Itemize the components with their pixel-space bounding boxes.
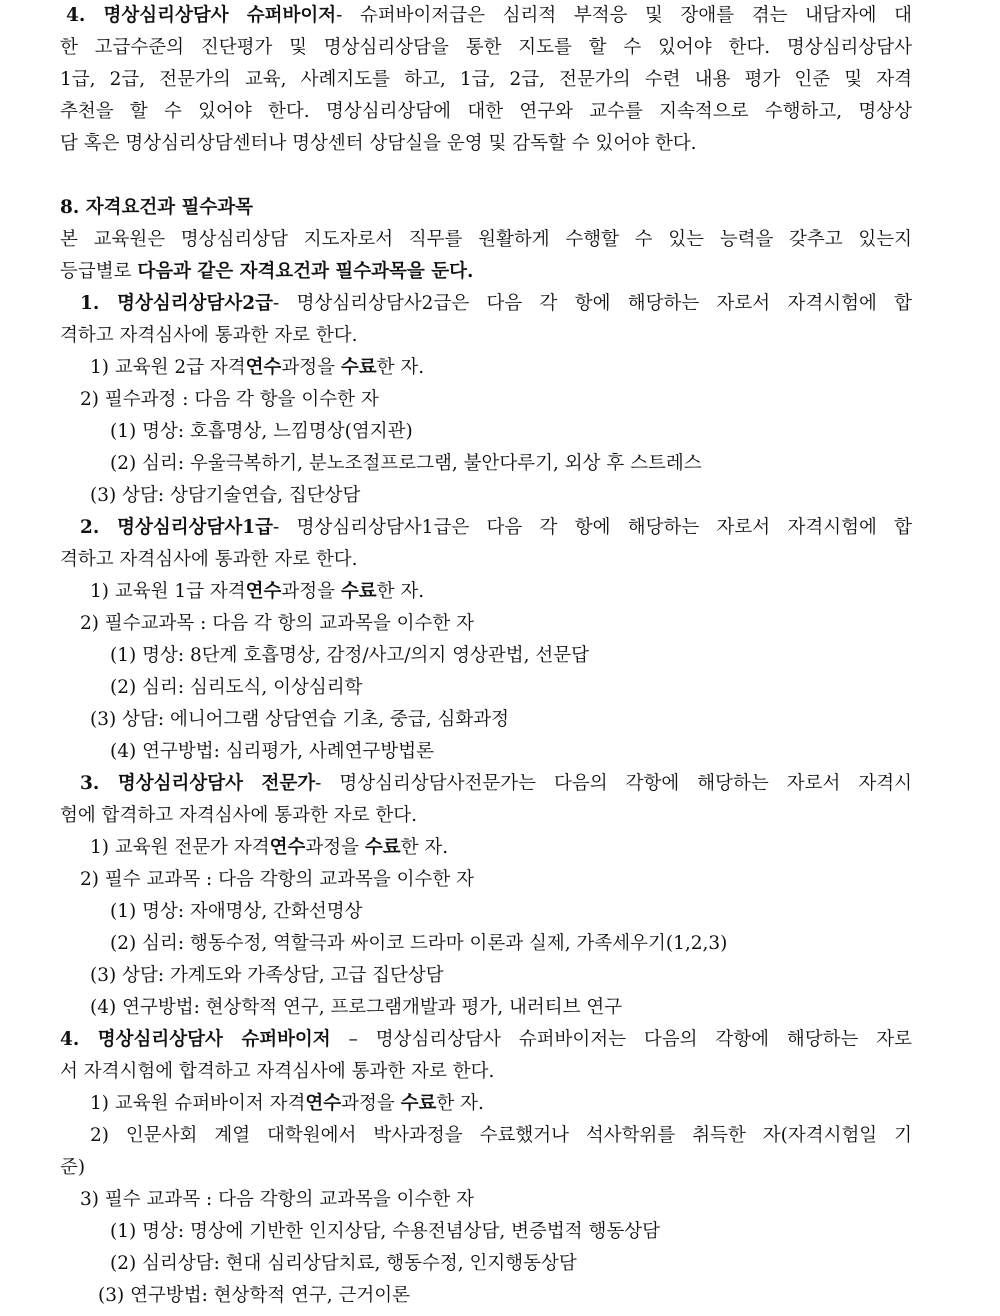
supervisor-intro-line-4: 추천을 할 수 있어야 한다. 명상심리상담에 대한 연구와 교수를 지속적으로 수행하고, 명상상 [60, 101, 912, 122]
grade1-heading-line: 2. 명상심리상담사1급- 명상심리상담사1급은 다음 각 항에 해당하는 자로서 자격시험에 합 [80, 517, 912, 538]
expert-heading-line: 3. 명상심리상담사 전문가- 명상심리상담사전문가는 다음의 각항에 해당하는 자로서 자격시 [80, 773, 912, 794]
supervisor-item-2: (2) 심리상담: 현대 심리상담치료, 행동수정, 인지행동상담 [110, 1253, 577, 1274]
grade1-item-4: (4) 연구방법: 심리평가, 사례연구방법론 [110, 741, 435, 762]
grade2-req2: 2) 필수과정 : 다음 각 항을 이수한 자 [80, 389, 379, 410]
expert-item-3: (3) 상담: 가계도와 가족상담, 고급 집단상담 [90, 965, 444, 986]
expert-req2: 2) 필수 교과목 : 다음 각항의 교과목을 이수한 자 [80, 869, 474, 890]
expert-heading: 3. 명상심리상담사 전문가 [80, 773, 316, 794]
section-title: 8. 자격요건과 필수과목 [60, 197, 254, 218]
supervisor-item-3: (3) 연구방법: 현상학적 연구, 근거이론 [98, 1285, 411, 1306]
supervisor-intro-line-1: 4. 명상심리상담사 슈퍼바이저- 슈퍼바이저급은 심리적 부적응 및 장애를 겪는 내담자에 대 [66, 5, 912, 26]
expert-req1: 1) 교육원 전문가 자격연수과정을 수료한 자. [90, 837, 449, 858]
grade2-req1: 1) 교육원 2급 자격연수과정을 수료한 자. [90, 357, 425, 378]
supervisor-req2-line-1: 2) 인문사회 계열 대학원에서 박사과정을 수료했거나 석사학위를 취득한 자(자격시험일 기 [90, 1125, 912, 1146]
grade2-item-2: (2) 심리: 우울극복하기, 분노조절프로그램, 불안다루기, 외상 후 스트레스 [110, 453, 702, 474]
expert-item-2: (2) 심리: 행동수정, 역할극과 싸이코 드라마 이론과 실제, 가족세우기(1,2,3) [110, 933, 728, 954]
supervisor-req1: 1) 교육원 슈퍼바이저 자격연수과정을 수료한 자. [90, 1093, 484, 1114]
grade2-item-3: (3) 상담: 상담기술연습, 집단상담 [90, 485, 361, 506]
grade2-heading: 1. 명상심리상담사2급 [80, 293, 274, 314]
grade1-heading: 2. 명상심리상담사1급 [80, 517, 274, 538]
supervisor-intro-line-5: 담 혹은 명상심리상담센터나 명상센터 상담실을 운영 및 감독할 수 있어야 한다. [60, 133, 697, 154]
grade1-req1: 1) 교육원 1급 자격연수과정을 수료한 자. [90, 581, 425, 602]
supervisor-intro-line-2: 한 고급수준의 진단평가 및 명상심리상담을 통한 지도를 할 수 있어야 한다. 명상심리상담사 [60, 37, 912, 58]
grade2-item-1: (1) 명상: 호흡명상, 느낌명상(염지관) [110, 421, 413, 442]
grade1-line-2: 격하고 자격심사에 통과한 자로 한다. [60, 549, 358, 570]
grade2-line-2: 격하고 자격심사에 통과한 자로 한다. [60, 325, 358, 346]
expert-line-2: 험에 합격하고 자격심사에 통과한 자로 한다. [60, 805, 417, 826]
supervisor-req2-line-2: 준) [60, 1157, 86, 1178]
grade1-item-3: (3) 상담: 에니어그램 상담연습 기초, 중급, 심화과정 [90, 709, 510, 730]
supervisor-line-2: 서 자격시험에 합격하고 자격심사에 통과한 자로 한다. [60, 1061, 495, 1082]
supervisor-intro-line-3: 1급, 2급, 전문가의 교육, 사례지도를 하고, 1급, 2급, 전문가의 수련 내용 평가 인준 및 자격 [60, 69, 912, 90]
supervisor-item-1: (1) 명상: 명상에 기반한 인지상담, 수용전념상담, 변증법적 행동상담 [110, 1221, 661, 1242]
supervisor-req3: 3) 필수 교과목 : 다음 각항의 교과목을 이수한 자 [80, 1189, 474, 1210]
supervisor-heading: 4. 명상심리상담사 슈퍼바이저 [60, 1029, 331, 1050]
grade1-item-1: (1) 명상: 8단계 호흡명상, 감정/사고/의지 영상관법, 선문답 [110, 645, 590, 666]
section-intro-line-1: 본 교육원은 명상심리상담 지도자로서 직무를 원활하게 수행할 수 있는 능력을 갖추고 있는지 [60, 229, 912, 250]
grade1-req2: 2) 필수교과목 : 다음 각 항의 교과목을 이수한 자 [80, 613, 474, 634]
grade2-heading-line: 1. 명상심리상담사2급- 명상심리상담사2급은 다음 각 항에 해당하는 자로서 자격시험에 합 [80, 293, 912, 314]
expert-item-4: (4) 연구방법: 현상학적 연구, 프로그램개발과 평가, 내러티브 연구 [90, 997, 623, 1018]
section-intro-line-2: 등급별로 다음과 같은 자격요건과 필수과목을 둔다. [60, 261, 474, 282]
supervisor-intro-heading: 4. 명상심리상담사 슈퍼바이저 [66, 5, 337, 26]
expert-item-1: (1) 명상: 자애명상, 간화선명상 [110, 901, 363, 922]
supervisor-heading-line: 4. 명상심리상담사 슈퍼바이저 – 명상심리상담사 슈퍼바이저는 다음의 각항에 해당하는 자로 [60, 1029, 912, 1050]
grade1-item-2: (2) 심리: 심리도식, 이상심리학 [110, 677, 363, 698]
